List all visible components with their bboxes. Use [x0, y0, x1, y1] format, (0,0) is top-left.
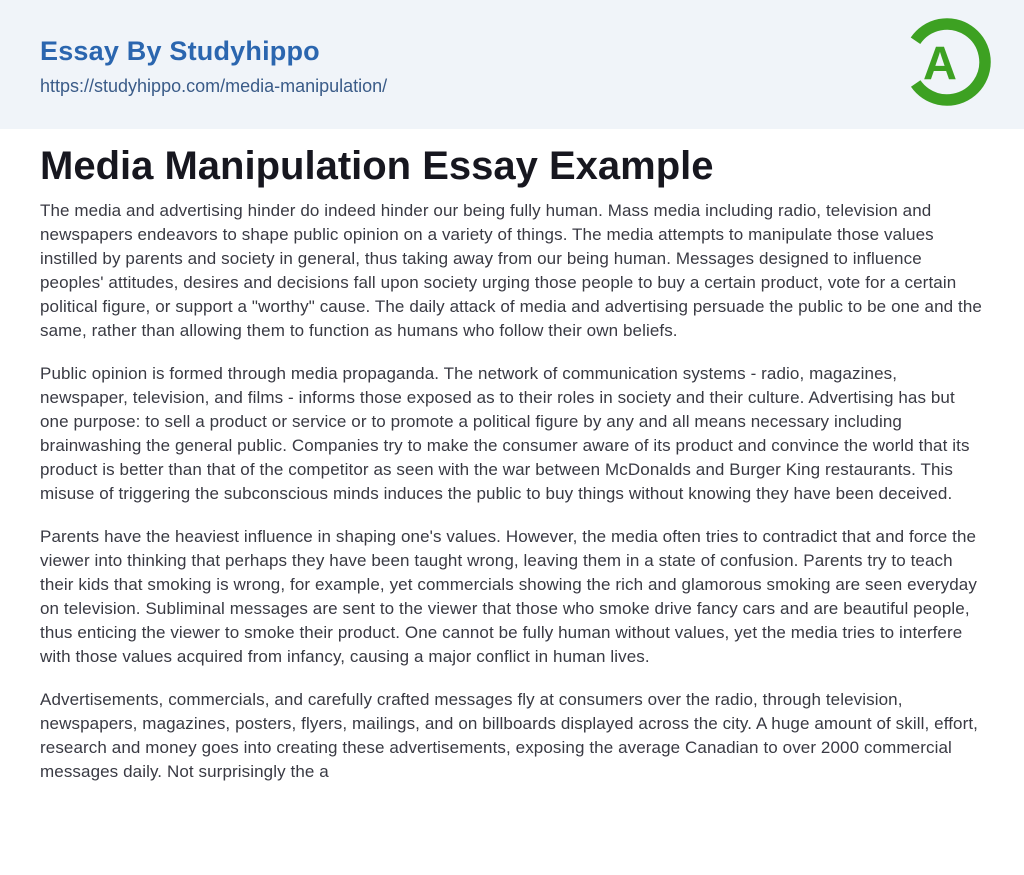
article-title: Media Manipulation Essay Example [40, 144, 714, 188]
page-url-link[interactable]: https://studyhippo.com/media-manipulation/ [40, 76, 388, 97]
studyhippo-logo-icon[interactable] [903, 18, 991, 106]
site-header [0, 0, 1024, 129]
article-body [40, 199, 984, 784]
article-paragraph-4: Advertisements, commercials, and carefully crafted messages fly at consumers over the radio, through television, newspapers, magazines, posters, flyers, mailings, and on billboards displayed across the city. A huge amount of skill, effort, research and money goes into creating these advertisements, exposing the average Canadian to over 2000 commercial messages daily. Not surprisingly the a [40, 690, 979, 781]
logo-arc-icon [903, 18, 991, 106]
article-paragraph-2: Public opinion is formed through media propaganda. The network of communication systems - radio, magazines, newspaper, television, and films - informs those exposed as to their roles in society and their culture. Advertising has but one purpose: to sell a product or service or to promote a political figure by any and all means necessary including brainwashing the general public. Companies try to make the consumer aware of its product and convince the world that its product is better than that of the competitor as seen with the war between McDonalds and Burger King restaurants. This misuse of triggering the subconscious minds induces the public to buy things without knowing they have been deceived. [40, 364, 970, 503]
site-title: Essay By Studyhippo [40, 36, 320, 66]
logo-letter: A [923, 36, 957, 90]
article-paragraph-3: Parents have the heaviest influence in shaping one's values. However, the media often tries to contradict that and force the viewer into thinking that perhaps they have been taught wrong, leaving them in a state of confusion. Parents try to teach their kids that smoking is wrong, for example, yet commercials showing the rich and glamorous smoking are seen everyday on television. Subliminal messages are sent to the viewer that those who smoke drive fancy cars and are beautiful people, thus enticing the viewer to smoke their product. One cannot be fully human without values, yet the media tries to interfere with those values acquired from infancy, causing a major conflict in human lives. [40, 527, 977, 666]
article-paragraph-1: The media and advertising hinder do indeed hinder our being fully human. Mass media including radio, television and newspapers endeavors to shape public opinion on a variety of things. The media attempts to manipulate those values instilled by parents and society in general, thus taking away from our being human. Messages designed to influence peoples' attitudes, desires and decisions fall upon society urging those people to buy a certain product, vote for a certain political figure, or support a "worthy" cause. The daily attack of media and advertising persuade the public to be one and the same, rather than allowing them to function as humans who follow their own beliefs. [40, 201, 982, 340]
article-content [0, 129, 1024, 784]
